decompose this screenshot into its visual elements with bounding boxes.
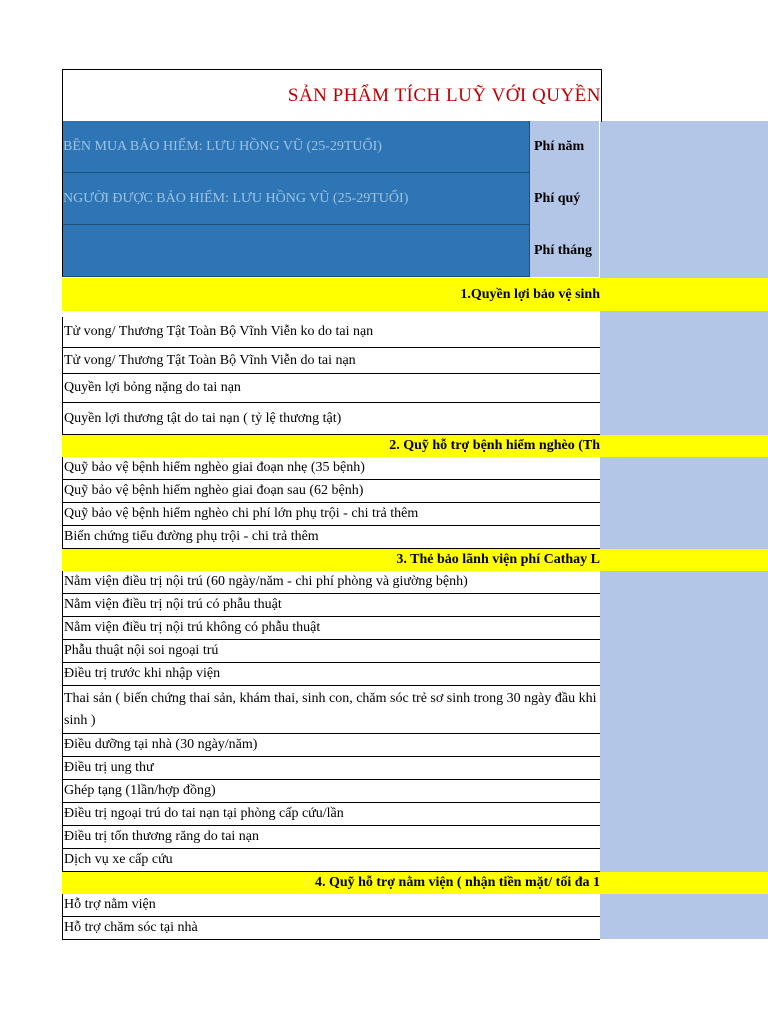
benefit-row: Ghép tạng (1lần/hợp đồng): [62, 780, 600, 803]
benefit-row: Thai sản ( biến chứng thai sản, khám thai, sinh con, chăm sóc trẻ sơ sinh trong 30 ngày đầu khi sinh ): [62, 686, 600, 734]
section-title: 3. Thẻ bảo lãnh viện phí Cathay L: [396, 552, 600, 567]
section-header-4: [62, 872, 768, 894]
info-row-buyer: [62, 121, 600, 173]
benefit-row: Điều dưỡng tại nhà (30 ngày/năm): [62, 734, 600, 757]
buyer-cell: BÊN MUA BẢO HIỂM: LƯU HỒNG VŨ (25-29TUỔI): [62, 121, 529, 173]
blank-cell: [62, 225, 529, 277]
benefit-row: Quỹ bảo vệ bệnh hiểm nghèo giai đoạn nhẹ (35 bệnh): [62, 457, 600, 480]
benefit-row: Tử vong/ Thương Tật Toàn Bộ Vĩnh Viễn do tai nạn: [62, 348, 600, 374]
section-header-2: [62, 435, 768, 457]
sheet-title-cell: [62, 69, 602, 122]
benefit-row: Phẫu thuật nội soi ngoại trú: [62, 640, 600, 663]
benefit-row: Quỹ bảo vệ bệnh hiểm nghèo giai đoạn sau (62 bệnh): [62, 480, 600, 503]
benefit-row: Hỗ trợ chăm sóc tại nhà: [62, 917, 600, 940]
quarterly-fee-label: Phí quý: [529, 173, 599, 225]
section-title: 1.Quyền lợi bảo vệ sinh: [460, 286, 600, 302]
section-title: 2. Quỹ hỗ trợ bệnh hiểm nghèo (Th: [389, 438, 600, 453]
section-title: 4. Quỹ hỗ trợ nằm viện ( nhận tiền mặt/ tối đa 1: [314, 875, 600, 890]
annual-fee-label: Phí năm: [529, 121, 599, 173]
benefit-row: Quỹ bảo vệ bệnh hiểm nghèo chi phí lớn phụ trội - chi trả thêm: [62, 503, 600, 526]
benefit-row: Nằm viện điều trị nội trú có phẫu thuật: [62, 594, 600, 617]
sheet-title: SẢN PHẨM TÍCH LUỸ VỚI QUYỀN: [287, 85, 601, 106]
benefit-row: Dịch vụ xe cấp cứu: [62, 849, 600, 872]
benefit-row: Điều trị tổn thương răng do tai nạn: [62, 826, 600, 849]
value-column-background: [600, 121, 768, 939]
section-header-1: [62, 278, 768, 311]
insured-cell: NGƯỜI ĐƯỢC BẢO HIỂM: LƯU HỒNG VŨ (25-29TUỔI): [62, 173, 529, 225]
benefit-row: Hỗ trợ nằm viện: [62, 894, 600, 917]
section-header-3: [62, 549, 768, 571]
info-row-insured: [62, 173, 600, 225]
benefit-row: Điều trị ung thư: [62, 757, 600, 780]
benefit-row: Quyền lợi thương tật do tai nạn ( tỷ lệ thương tật): [62, 403, 600, 435]
info-row-blank: [62, 225, 600, 277]
monthly-fee-label: Phí tháng: [529, 225, 599, 277]
benefit-row: Điều trị ngoại trú do tai nạn tại phòng cấp cứu/lần: [62, 803, 600, 826]
benefit-row: Điều trị trước khi nhập viện: [62, 663, 600, 686]
benefit-row: Nằm viện điều trị nội trú (60 ngày/năm - chi phí phòng và giường bệnh): [62, 571, 600, 594]
benefit-row: Biến chứng tiểu đường phụ trội - chi trả thêm: [62, 526, 600, 549]
benefit-row: Quyền lợi bỏng nặng do tai nạn: [62, 374, 600, 403]
benefit-row: Nằm viện điều trị nội trú không có phẫu thuật: [62, 617, 600, 640]
benefit-row: Tử vong/ Thương Tật Toàn Bộ Vĩnh Viễn ko do tai nạn: [62, 317, 600, 348]
